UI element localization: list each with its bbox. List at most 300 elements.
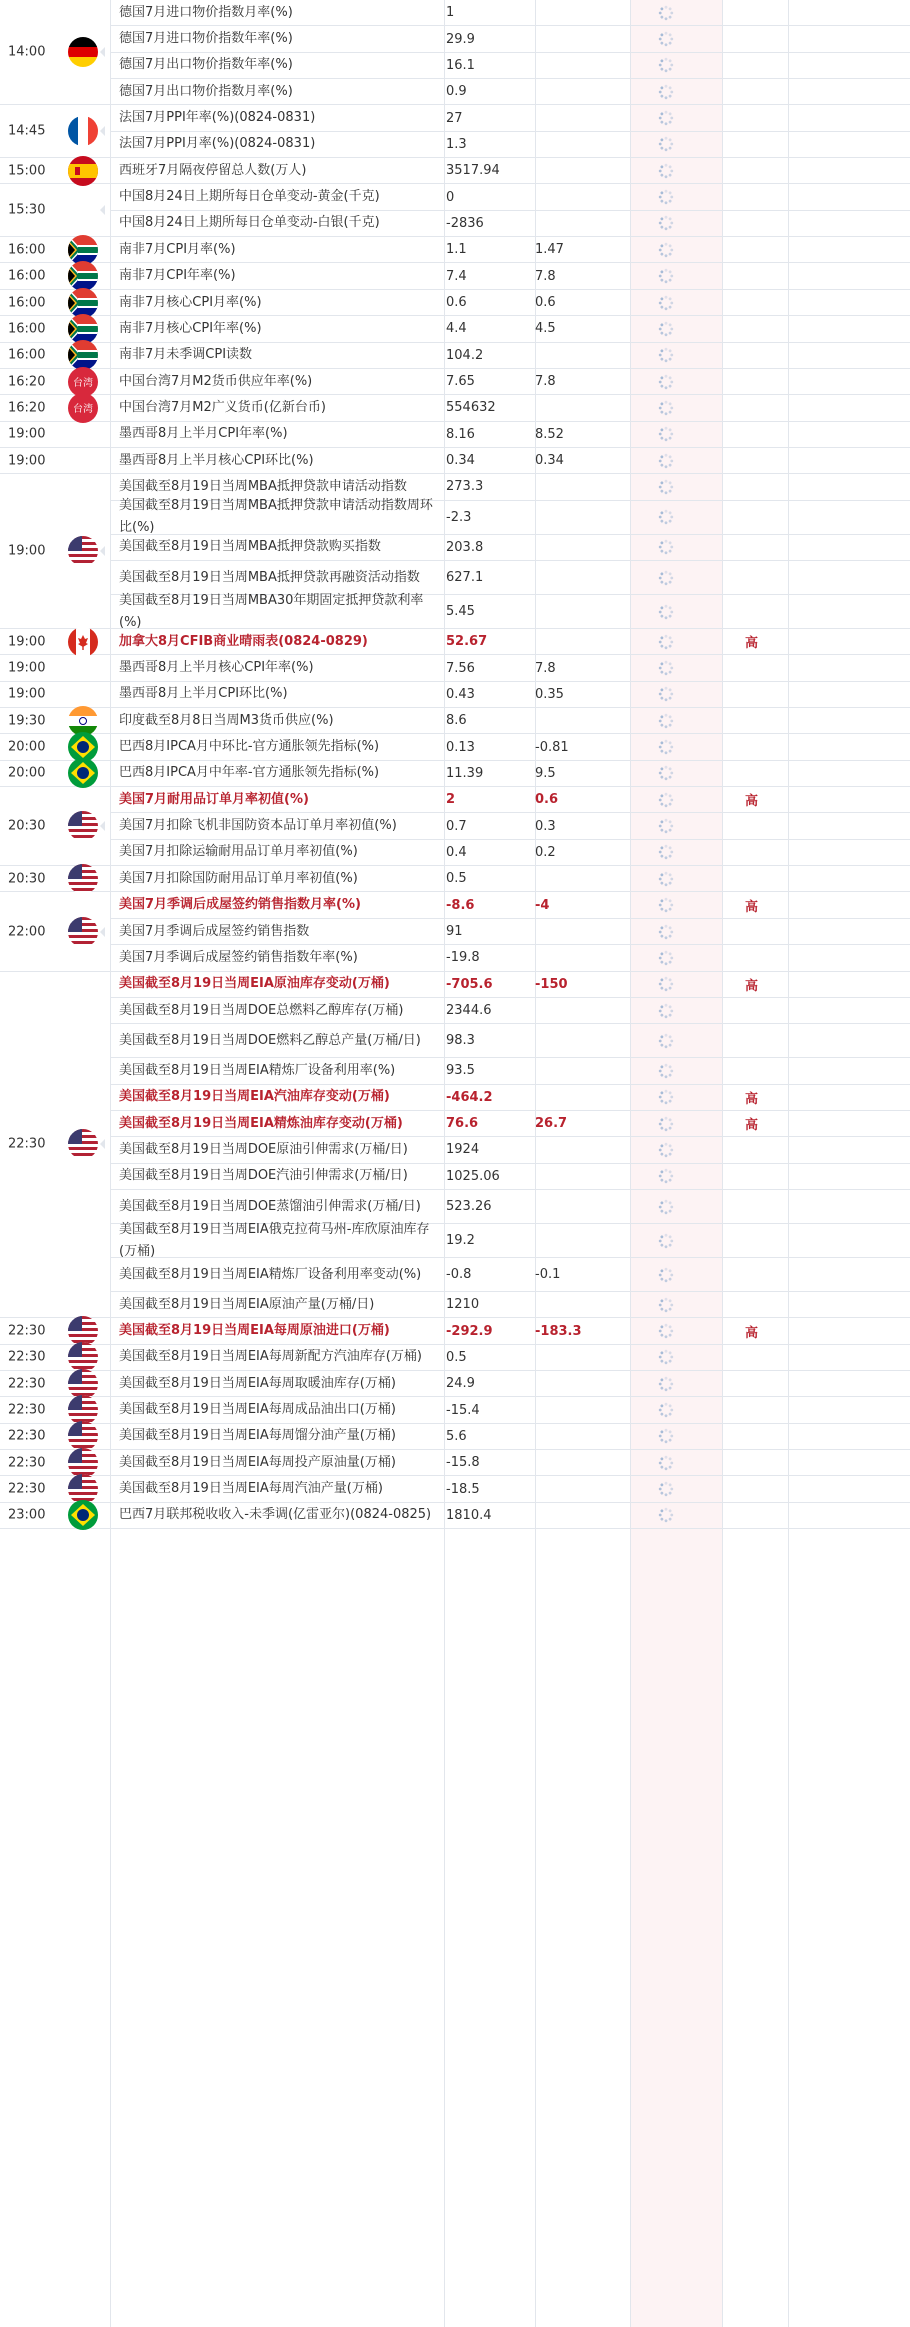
release-time: 22:30 bbox=[8, 1323, 46, 1339]
indicator-name: 墨西哥8月上半月核心CPI环比(%) bbox=[119, 452, 314, 468]
table-row[interactable] bbox=[110, 1424, 910, 1450]
time-cell bbox=[0, 655, 110, 681]
indicator-name: 美国截至8月19日当周DOE蒸馏油引伸需求(万桶/日) bbox=[119, 1198, 421, 1214]
actual-value: -2.3 bbox=[446, 509, 472, 525]
indicator-name: 墨西哥8月上半月核心CPI年率(%) bbox=[119, 660, 314, 676]
actual-value: 0.4 bbox=[446, 844, 467, 860]
actual-value: -2836 bbox=[446, 215, 484, 231]
table-row[interactable] bbox=[110, 535, 910, 561]
loading-spinner-icon bbox=[658, 31, 674, 47]
actual-value: 76.6 bbox=[446, 1116, 479, 1132]
actual-value: 0.9 bbox=[446, 84, 467, 100]
table-row[interactable] bbox=[110, 264, 910, 290]
indicator-name: 美国截至8月19日当周MBA抵押贷款再融资活动指数 bbox=[119, 569, 420, 585]
actual-value: 1210 bbox=[446, 1297, 480, 1313]
table-row[interactable] bbox=[110, 1371, 910, 1397]
indicator-name: 巴西7月联邦税收收入-未季调(亿雷亚尔)(0824-0825) bbox=[119, 1507, 432, 1523]
importance-badge: 高 bbox=[745, 794, 759, 810]
indicator-name: 印度截至8月8日当周M3货币供应(%) bbox=[119, 712, 334, 728]
table-row[interactable] bbox=[110, 682, 910, 708]
time-cell bbox=[0, 1450, 110, 1476]
table-row[interactable] bbox=[110, 866, 910, 892]
table-row[interactable] bbox=[110, 1085, 910, 1111]
actual-value: 2344.6 bbox=[446, 1003, 492, 1019]
indicator-name: 美国截至8月19日当周EIA每周原油进口(万桶) bbox=[119, 1323, 390, 1339]
actual-value: 98.3 bbox=[446, 1033, 475, 1049]
table-row[interactable] bbox=[110, 655, 910, 681]
indicator-name: 南非7月CPI年率(%) bbox=[119, 268, 236, 284]
release-time: 16:00 bbox=[8, 242, 46, 258]
time-cell bbox=[0, 422, 110, 448]
table-row[interactable] bbox=[110, 395, 910, 421]
table-row[interactable] bbox=[110, 945, 910, 971]
time-cell bbox=[0, 866, 110, 892]
table-row[interactable] bbox=[110, 343, 910, 369]
importance-badge: 高 bbox=[745, 1091, 759, 1107]
table-row[interactable] bbox=[110, 498, 910, 536]
indicator-name: 南非7月核心CPI月率(%) bbox=[119, 294, 262, 310]
loading-spinner-icon bbox=[658, 818, 674, 834]
loading-spinner-icon bbox=[658, 924, 674, 940]
actual-value: 0.13 bbox=[446, 739, 475, 755]
actual-value: 24.9 bbox=[446, 1376, 475, 1392]
loading-spinner-icon bbox=[658, 604, 674, 620]
actual-value: -8.6 bbox=[446, 897, 475, 913]
table-row[interactable] bbox=[110, 1318, 910, 1344]
indicator-name: 美国截至8月19日当周EIA每周投产原油量(万桶) bbox=[119, 1454, 396, 1470]
forecast-value: 0.6 bbox=[535, 295, 556, 311]
loading-spinner-icon bbox=[658, 509, 674, 525]
time-cell bbox=[0, 1318, 110, 1344]
table-row[interactable] bbox=[110, 290, 910, 316]
loading-spinner-icon bbox=[658, 539, 674, 555]
release-time: 22:00 bbox=[8, 924, 46, 940]
table-row[interactable] bbox=[110, 132, 910, 158]
indicator-name: 美国截至8月19日当周EIA每周取暖油库存(万桶) bbox=[119, 1375, 396, 1391]
table-row[interactable] bbox=[110, 629, 910, 655]
flag-france-icon bbox=[68, 116, 98, 146]
release-time: 16:00 bbox=[8, 347, 46, 363]
release-time: 20:30 bbox=[8, 818, 46, 834]
loading-spinner-icon bbox=[658, 1003, 674, 1019]
time-cell bbox=[0, 290, 110, 316]
flag-usa-icon bbox=[68, 1342, 98, 1372]
group-arrow bbox=[100, 205, 105, 215]
table-row[interactable] bbox=[110, 1503, 910, 1529]
flag-taiwan-icon: 台湾 bbox=[68, 367, 98, 397]
release-time: 22:30 bbox=[8, 1455, 46, 1471]
indicator-name: 美国截至8月19日当周EIA原油产量(万桶/日) bbox=[119, 1296, 375, 1312]
loading-spinner-icon bbox=[658, 1428, 674, 1444]
group-arrow bbox=[100, 47, 105, 57]
loading-spinner-icon bbox=[658, 1233, 674, 1249]
table-row[interactable] bbox=[110, 840, 910, 866]
flag-germany-icon bbox=[68, 37, 98, 67]
indicator-name: 中国台湾7月M2货币供应年率(%) bbox=[119, 373, 313, 389]
loading-spinner-icon bbox=[658, 163, 674, 179]
group-arrow bbox=[100, 546, 105, 556]
loading-spinner-icon bbox=[658, 57, 674, 73]
release-time: 19:00 bbox=[8, 543, 46, 559]
actual-value: 91 bbox=[446, 924, 463, 940]
actual-value: 5.6 bbox=[446, 1428, 467, 1444]
indicator-name: 美国截至8月19日当周MBA30年期固定抵押贷款利率(%) bbox=[119, 592, 424, 630]
importance-badge: 高 bbox=[745, 899, 759, 915]
table-row[interactable] bbox=[110, 1476, 910, 1502]
release-time: 22:30 bbox=[8, 1376, 46, 1392]
table-row[interactable] bbox=[110, 1397, 910, 1423]
indicator-name: 美国7月耐用品订单月率初值(%) bbox=[119, 791, 309, 807]
table-row[interactable] bbox=[110, 1345, 910, 1371]
table-row[interactable] bbox=[110, 787, 910, 813]
table-row[interactable] bbox=[110, 0, 910, 26]
loading-spinner-icon bbox=[658, 136, 674, 152]
forecast-value: 7.8 bbox=[535, 268, 556, 284]
release-time: 23:00 bbox=[8, 1507, 46, 1523]
group-arrow bbox=[100, 1139, 105, 1149]
actual-value: 7.4 bbox=[446, 268, 467, 284]
flag-usa-icon bbox=[68, 536, 98, 566]
indicator-name: 美国7月季调后成屋签约销售指数 bbox=[119, 923, 310, 939]
indicator-name: 美国截至8月19日当周EIA精炼厂设备利用率(%) bbox=[119, 1062, 396, 1078]
time-cell bbox=[0, 1345, 110, 1371]
loading-spinner-icon bbox=[658, 713, 674, 729]
indicator-name: 美国截至8月19日当周DOE总燃料乙醇库存(万桶) bbox=[119, 1002, 404, 1018]
actual-value: -292.9 bbox=[446, 1323, 493, 1339]
loading-spinner-icon bbox=[658, 1089, 674, 1105]
flag-usa-icon bbox=[68, 864, 98, 894]
release-time: 22:30 bbox=[8, 1402, 46, 1418]
actual-value: 1.3 bbox=[446, 136, 467, 152]
time-cell bbox=[0, 893, 110, 972]
time-cell bbox=[0, 1397, 110, 1423]
table-row[interactable] bbox=[110, 53, 910, 79]
table-row[interactable] bbox=[110, 1024, 910, 1058]
actual-value: 16.1 bbox=[446, 57, 475, 73]
actual-value: 7.65 bbox=[446, 374, 475, 390]
indicator-name: 中国8月24日上期所每日仓单变动-黄金(千克) bbox=[119, 189, 380, 205]
actual-value: 11.39 bbox=[446, 765, 484, 781]
loading-spinner-icon bbox=[658, 426, 674, 442]
time-cell bbox=[0, 395, 110, 421]
importance-badge: 高 bbox=[745, 636, 759, 652]
loading-spinner-icon bbox=[658, 1199, 674, 1215]
table-row[interactable] bbox=[110, 316, 910, 342]
time-cell bbox=[0, 1424, 110, 1450]
table-row[interactable] bbox=[110, 1111, 910, 1137]
loading-spinner-icon bbox=[658, 844, 674, 860]
table-row[interactable] bbox=[110, 158, 910, 184]
time-cell bbox=[0, 264, 110, 290]
loading-spinner-icon bbox=[658, 347, 674, 363]
time-cell bbox=[0, 105, 110, 158]
actual-value: 0.5 bbox=[446, 1349, 467, 1365]
loading-spinner-icon bbox=[658, 1507, 674, 1523]
table-row[interactable] bbox=[110, 1137, 910, 1163]
actual-value: -19.8 bbox=[446, 950, 480, 966]
table-row[interactable] bbox=[110, 184, 910, 210]
time-cell bbox=[0, 1476, 110, 1502]
indicator-name: 美国截至8月19日当周DOE燃料乙醇总产量(万桶/日) bbox=[119, 1032, 421, 1048]
table-row[interactable] bbox=[110, 813, 910, 839]
time-cell bbox=[0, 474, 110, 629]
release-time: 14:45 bbox=[8, 123, 46, 139]
actual-value: 0.5 bbox=[446, 871, 467, 887]
importance-badge: 高 bbox=[745, 978, 759, 994]
indicator-name: 美国截至8月19日当周MBA抵押贷款购买指数 bbox=[119, 539, 381, 555]
table-row[interactable] bbox=[110, 972, 910, 998]
release-time: 16:00 bbox=[8, 268, 46, 284]
indicator-name: 法国7月PPI月率(%)(0824-0831) bbox=[119, 136, 316, 152]
loading-spinner-icon bbox=[658, 1297, 674, 1313]
actual-value: 5.45 bbox=[446, 604, 475, 619]
loading-spinner-icon bbox=[658, 374, 674, 390]
loading-spinner-icon bbox=[658, 634, 674, 650]
table-row[interactable] bbox=[110, 369, 910, 395]
time-cell bbox=[0, 448, 110, 474]
time-cell bbox=[0, 0, 110, 105]
flag-taiwan-icon: 台湾 bbox=[68, 393, 98, 423]
table-row[interactable] bbox=[110, 422, 910, 448]
time-cell bbox=[0, 734, 110, 760]
flag-usa-icon bbox=[68, 1421, 98, 1451]
table-row[interactable] bbox=[110, 448, 910, 474]
importance-badge: 高 bbox=[745, 1325, 759, 1341]
actual-value: 8.6 bbox=[446, 713, 467, 729]
group-arrow bbox=[100, 126, 105, 136]
table-row[interactable] bbox=[110, 998, 910, 1024]
loading-spinner-icon bbox=[658, 268, 674, 284]
time-cell bbox=[0, 682, 110, 708]
loading-spinner-icon bbox=[658, 1033, 674, 1049]
actual-value: 523.26 bbox=[446, 1199, 492, 1214]
actual-value: 203.8 bbox=[446, 539, 484, 555]
flag-brazil-icon bbox=[68, 1500, 98, 1530]
actual-value: 0 bbox=[446, 189, 455, 205]
loading-spinner-icon bbox=[658, 739, 674, 755]
indicator-name: 美国截至8月19日当周EIA俄克拉荷马州-库欣原油库存(万桶) bbox=[119, 1221, 430, 1259]
table-row[interactable] bbox=[110, 1450, 910, 1476]
table-row[interactable] bbox=[110, 105, 910, 131]
loading-spinner-icon bbox=[658, 1142, 674, 1158]
indicator-name: 美国7月季调后成屋签约销售指数年率(%) bbox=[119, 949, 358, 965]
actual-value: 1924 bbox=[446, 1142, 480, 1158]
flag-spain-icon bbox=[68, 156, 98, 186]
actual-value: 104.2 bbox=[446, 347, 484, 363]
indicator-name: 美国截至8月19日当周EIA每周成品油出口(万桶) bbox=[119, 1402, 396, 1418]
table-row[interactable] bbox=[110, 211, 910, 237]
loading-spinner-icon bbox=[658, 453, 674, 469]
forecast-value: 7.8 bbox=[535, 374, 556, 390]
indicator-name: 南非7月未季调CPI读数 bbox=[119, 347, 253, 363]
flag-south-africa-icon bbox=[68, 261, 98, 291]
loading-spinner-icon bbox=[658, 1455, 674, 1471]
time-cell bbox=[0, 1503, 110, 1529]
table-row[interactable] bbox=[110, 26, 910, 52]
indicator-name: 美国截至8月19日当周DOE汽油引伸需求(万桶/日) bbox=[119, 1168, 408, 1184]
indicator-name: 美国截至8月19日当周EIA每周新配方汽油库存(万桶) bbox=[119, 1349, 422, 1365]
flag-usa-icon bbox=[68, 1129, 98, 1159]
group-arrow bbox=[100, 821, 105, 831]
forecast-value: 0.3 bbox=[535, 818, 556, 834]
time-cell bbox=[0, 761, 110, 787]
forecast-value: -150 bbox=[535, 976, 568, 992]
loading-spinner-icon bbox=[658, 84, 674, 100]
time-cell bbox=[0, 629, 110, 655]
loading-spinner-icon bbox=[658, 1481, 674, 1497]
loading-spinner-icon bbox=[658, 1323, 674, 1339]
release-time: 22:30 bbox=[8, 1428, 46, 1444]
actual-value: 273.3 bbox=[446, 479, 484, 495]
table-row[interactable] bbox=[110, 1221, 910, 1259]
table-row[interactable] bbox=[110, 734, 910, 760]
actual-value: 1025.06 bbox=[446, 1168, 500, 1184]
indicator-name: 美国7月扣除飞机非国防资本品订单月率初值(%) bbox=[119, 818, 397, 834]
actual-value: -15.4 bbox=[446, 1402, 480, 1418]
actual-value: -705.6 bbox=[446, 976, 493, 992]
release-time: 15:00 bbox=[8, 163, 46, 179]
release-time: 19:30 bbox=[8, 713, 46, 729]
forecast-value: 0.6 bbox=[535, 792, 559, 808]
actual-value: -464.2 bbox=[446, 1089, 493, 1105]
loading-spinner-icon bbox=[658, 950, 674, 966]
forecast-value: 7.8 bbox=[535, 660, 556, 676]
loading-spinner-icon bbox=[658, 321, 674, 337]
table-row[interactable] bbox=[110, 1058, 910, 1084]
time-cell bbox=[0, 369, 110, 395]
indicator-name: 巴西8月IPCA月中年率-官方通胀领先指标(%) bbox=[119, 765, 380, 781]
table-row[interactable] bbox=[110, 1164, 910, 1190]
loading-spinner-icon bbox=[658, 1063, 674, 1079]
forecast-value: 26.7 bbox=[535, 1116, 568, 1132]
table-row[interactable] bbox=[110, 919, 910, 945]
flag-brazil-icon bbox=[68, 758, 98, 788]
table-row[interactable] bbox=[110, 1258, 910, 1292]
indicator-name: 巴西8月IPCA月中环比-官方通胀领先指标(%) bbox=[119, 739, 380, 755]
indicator-name: 美国7月扣除运输耐用品订单月率初值(%) bbox=[119, 844, 358, 860]
time-cell bbox=[0, 787, 110, 866]
actual-value: 627.1 bbox=[446, 570, 484, 585]
indicator-name: 美国截至8月19日当周MBA抵押贷款申请活动指数 bbox=[119, 478, 407, 494]
loading-spinner-icon bbox=[658, 570, 674, 586]
loading-spinner-icon bbox=[658, 5, 674, 21]
time-cell bbox=[0, 708, 110, 734]
loading-spinner-icon bbox=[658, 1349, 674, 1365]
release-time: 16:00 bbox=[8, 295, 46, 311]
actual-value: 27 bbox=[446, 110, 463, 126]
release-time: 22:30 bbox=[8, 1136, 46, 1152]
time-cell bbox=[0, 316, 110, 342]
actual-value: 0.7 bbox=[446, 818, 467, 834]
loading-spinner-icon bbox=[658, 400, 674, 416]
forecast-value: -0.1 bbox=[535, 1267, 561, 1282]
forecast-value: 4.5 bbox=[535, 321, 556, 337]
actual-value: 0.34 bbox=[446, 453, 475, 469]
actual-value: 4.4 bbox=[446, 321, 467, 337]
table-row[interactable] bbox=[110, 79, 910, 105]
indicator-name: 德国7月进口物价指数月率(%) bbox=[119, 4, 293, 20]
time-cell bbox=[0, 343, 110, 369]
release-time: 22:30 bbox=[8, 1481, 46, 1497]
loading-spinner-icon bbox=[658, 686, 674, 702]
forecast-value: 1.47 bbox=[535, 242, 564, 258]
indicator-name: 南非7月CPI月率(%) bbox=[119, 241, 236, 257]
indicator-name: 德国7月出口物价指数年率(%) bbox=[119, 57, 293, 73]
release-time: 19:00 bbox=[8, 426, 46, 442]
release-time: 19:00 bbox=[8, 686, 46, 702]
release-time: 19:00 bbox=[8, 660, 46, 676]
actual-value: 8.16 bbox=[446, 426, 475, 442]
actual-value: -15.8 bbox=[446, 1455, 480, 1471]
indicator-name: 美国截至8月19日当周EIA汽油库存变动(万桶) bbox=[119, 1089, 390, 1105]
indicator-name: 美国截至8月19日当周EIA每周馏分油产量(万桶) bbox=[119, 1428, 396, 1444]
forecast-value: 0.2 bbox=[535, 844, 556, 860]
indicator-name: 中国8月24日上期所每日仓单变动-白银(千克) bbox=[119, 215, 380, 231]
time-cell bbox=[0, 972, 110, 1319]
release-time: 22:30 bbox=[8, 1349, 46, 1365]
forecast-value: 0.35 bbox=[535, 686, 564, 702]
actual-value: 1.1 bbox=[446, 242, 467, 258]
release-time: 20:30 bbox=[8, 871, 46, 887]
time-cell bbox=[0, 184, 110, 237]
forecast-value: 9.5 bbox=[535, 765, 556, 781]
actual-value: 29.9 bbox=[446, 31, 475, 47]
flag-usa-icon bbox=[68, 917, 98, 947]
loading-spinner-icon bbox=[658, 976, 674, 992]
group-arrow bbox=[100, 927, 105, 937]
indicator-name: 美国截至8月19日当周MBA抵押贷款申请活动指数周环比(%) bbox=[119, 498, 433, 536]
loading-spinner-icon bbox=[658, 1267, 674, 1283]
table-row[interactable] bbox=[110, 893, 910, 919]
loading-spinner-icon bbox=[658, 189, 674, 205]
release-time: 20:00 bbox=[8, 739, 46, 755]
table-row[interactable] bbox=[110, 592, 910, 630]
indicator-name: 墨西哥8月上半月CPI年率(%) bbox=[119, 426, 288, 442]
loading-spinner-icon bbox=[658, 295, 674, 311]
importance-badge: 高 bbox=[745, 1118, 759, 1134]
indicator-name: 美国7月季调后成屋签约销售指数月率(%) bbox=[119, 897, 361, 913]
indicator-name: 南非7月核心CPI年率(%) bbox=[119, 320, 262, 336]
table-row[interactable] bbox=[110, 761, 910, 787]
indicator-name: 加拿大8月CFIB商业晴雨表(0824-0829) bbox=[119, 633, 368, 649]
release-time: 19:00 bbox=[8, 634, 46, 650]
table-row[interactable] bbox=[110, 708, 910, 734]
release-time: 19:00 bbox=[8, 453, 46, 469]
indicator-name: 德国7月进口物价指数年率(%) bbox=[119, 31, 293, 47]
actual-value: 93.5 bbox=[446, 1063, 475, 1079]
table-row[interactable] bbox=[110, 1292, 910, 1318]
table-row[interactable] bbox=[110, 237, 910, 263]
indicator-name: 美国截至8月19日当周EIA原油库存变动(万桶) bbox=[119, 976, 390, 992]
indicator-name: 德国7月出口物价指数月率(%) bbox=[119, 83, 293, 99]
time-cell bbox=[0, 1371, 110, 1397]
indicator-name: 美国截至8月19日当周DOE原油引伸需求(万桶/日) bbox=[119, 1141, 408, 1157]
flag-canada-icon bbox=[68, 627, 98, 657]
indicator-name: 美国7月扣除国防耐用品订单月率初值(%) bbox=[119, 870, 358, 886]
actual-value: 0.43 bbox=[446, 686, 475, 702]
flag-usa-icon bbox=[68, 811, 98, 841]
indicator-name: 中国台湾7月M2广义货币(亿新台币) bbox=[119, 399, 326, 415]
actual-value: 554632 bbox=[446, 400, 496, 416]
loading-spinner-icon bbox=[658, 479, 674, 495]
release-time: 16:20 bbox=[8, 400, 46, 416]
actual-value: 1 bbox=[446, 5, 455, 21]
loading-spinner-icon bbox=[658, 871, 674, 887]
indicator-name: 美国截至8月19日当周EIA精炼油库存变动(万桶) bbox=[119, 1115, 403, 1131]
actual-value: 7.56 bbox=[446, 660, 475, 676]
indicator-name: 美国截至8月19日当周EIA每周汽油产量(万桶) bbox=[119, 1481, 383, 1497]
release-time: 16:00 bbox=[8, 321, 46, 337]
